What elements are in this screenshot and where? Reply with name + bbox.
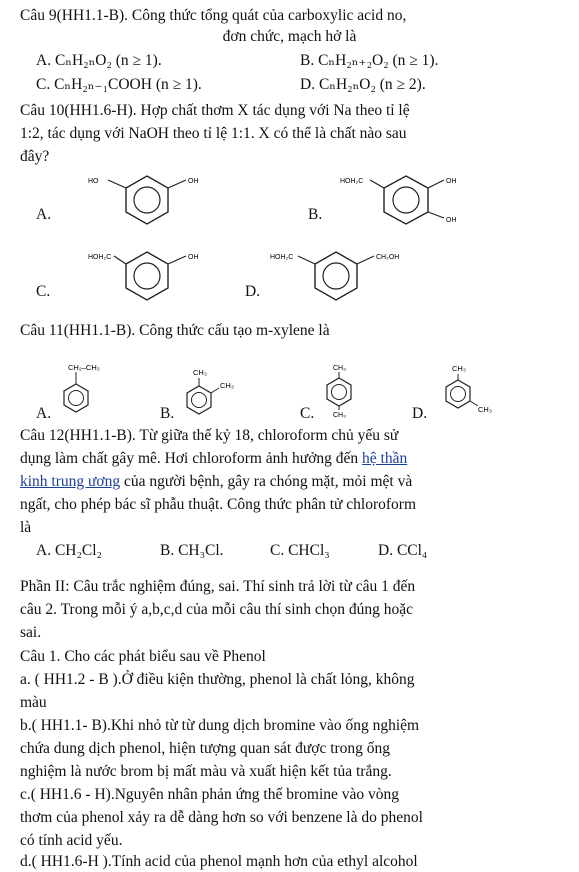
aromatic-circle	[393, 187, 419, 213]
q12-option-c: C. CHCl₃	[270, 542, 330, 559]
q10-b-top-group: OH	[446, 178, 457, 185]
q10-line-3: đây?	[20, 148, 50, 165]
aromatic-circle	[69, 391, 84, 406]
q12-option-b: B. CH₃Cl.	[160, 542, 224, 559]
q11-d-substituent-2: CH₃	[478, 405, 492, 414]
q11-option-d-structure	[428, 362, 528, 422]
q10-d-right-group: CH₂OH	[376, 254, 400, 261]
part2-statement-c-3: có tính acid yếu.	[20, 832, 123, 849]
q11-option-c-structure	[315, 362, 375, 422]
q11-option-a-label: A.	[36, 405, 52, 422]
q9-option-d: D. CₙH₂ₙO₂ (n ≥ 2).	[300, 76, 426, 93]
benzene-ring	[64, 384, 88, 412]
q10-option-d-label: D.	[245, 283, 261, 300]
benzene-ring	[126, 176, 168, 224]
part2-statement-b-1: b.( HH1.1- B).Khi nhỏ từ từ dung dịch bromine vào ống nghiệm	[20, 717, 420, 734]
benzene-ring	[384, 176, 428, 224]
q12-line-2	[20, 449, 407, 469]
part2-statement-a-2: màu	[20, 694, 47, 711]
q10-a-left-group: HO	[88, 178, 99, 185]
q11-b-substituent-1: CH₃	[193, 368, 207, 377]
q12-line-3-text: của người bệnh, gây ra chóng mặt, mỏi mệt và	[120, 473, 413, 490]
benzene-ring	[446, 380, 470, 408]
benzene-ring	[187, 386, 211, 414]
q9-option-c: C. CₙH₂ₙ₋₁COOH (n ≥ 1).	[36, 76, 202, 93]
q12-line-2-text: dụng làm chất gây mê. Hơi chloroform ảnh hưởng đến	[20, 450, 363, 467]
benzene-ring	[126, 252, 168, 300]
q12-line-3	[20, 472, 412, 492]
benzene-ring	[315, 252, 357, 300]
q11-option-b-structure	[175, 362, 255, 422]
q12-line-5: là	[20, 519, 32, 536]
q11-b-substituent-2: CH₃	[220, 381, 234, 390]
part2-question-1: Câu 1. Cho các phát biểu sau về Phenol	[20, 648, 266, 665]
q10-b-left-group: HOH₂C	[340, 178, 364, 185]
aromatic-circle	[323, 263, 349, 289]
part2-line-2: câu 2. Trong mỗi ý a,b,c,d của mỗi câu thí sinh chọn đúng hoặc	[20, 601, 414, 618]
part2-statement-d-1: d.( HH1.6-H ).Tính acid của phenol mạnh hơn của ethyl alcohol	[20, 853, 418, 870]
q12-option-a: A. CH₂Cl₂	[36, 542, 102, 559]
q12-line-4: ngất, cho phép bác sĩ phẫu thuật. Công thức phân tử chloroform	[20, 496, 417, 513]
q9-stem-cont: đơn chức, mạch hở là	[222, 28, 357, 45]
part2-line-3: sai.	[20, 624, 42, 641]
q9-option-b: B. CₙH₂ₙ₊₂O₂ (n ≥ 1).	[300, 52, 439, 69]
q11-option-b-label: B.	[160, 405, 175, 422]
q10-a-right-group: OH	[188, 178, 199, 185]
q10-option-c-structure	[88, 248, 248, 308]
part2-statement-c-2: thơm của phenol xảy ra dễ dàng hơn so với benzene là do phenol	[20, 809, 423, 826]
q10-option-b-label: B.	[308, 206, 323, 223]
q12-link-he-than[interactable]: hệ thần	[362, 450, 408, 467]
q11-stem: Câu 11(HH1.1-B). Công thức cấu tạo m-xylene là	[20, 322, 330, 339]
part2-statement-c-1: c.( HH1.6 - H).Nguyên nhân phản ứng thế bromine vào vòng	[20, 786, 400, 803]
q10-option-d-structure	[270, 248, 470, 308]
q10-c-right-group: OH	[188, 254, 199, 261]
q12-option-d: D. CCl₄	[378, 542, 428, 559]
aromatic-circle	[192, 393, 207, 408]
q12-link-kinh-trung-uong[interactable]: kinh trung ương	[20, 473, 121, 490]
q10-option-b-structure	[330, 172, 510, 232]
q12-line-1: Câu 12(HH1.1-B). Từ giữa thế kỷ 18, chloroform chủ yếu sử	[20, 427, 399, 444]
q10-d-left-group: HOH₂C	[270, 254, 294, 261]
q10-line-1: Câu 10(HH1.6-H). Hợp chất thơm X tác dụng với Na theo tỉ lệ	[20, 102, 410, 119]
benzene-ring	[327, 378, 351, 406]
part2-statement-a-1: a. ( HH1.2 - B ).Ở điều kiện thường, phenol là chất lỏng, không	[20, 671, 415, 688]
part2-statement-b-3: nghiệm là nước brom bị mất màu và xuất hiện kết tủa trắng.	[20, 763, 392, 780]
q10-line-2: 1:2, tác dụng với NaOH theo tỉ lệ 1:1. X có thể là chất nào sau	[20, 125, 407, 142]
q11-option-d-label: D.	[412, 405, 428, 422]
part2-line-1: Phần II: Câu trắc nghiệm đúng, sai. Thí sinh trả lời từ câu 1 đến	[20, 578, 416, 595]
part2-statement-b-2: chứa dung dịch phenol, hiện tượng quan sát được trong ống	[20, 740, 391, 757]
aromatic-circle	[134, 263, 160, 289]
q9-stem: Câu 9(HH1.1-B). Công thức tổng quát của carboxylic acid no,	[20, 7, 407, 24]
q11-d-substituent-1: CH₃	[452, 364, 466, 373]
q11-option-a-structure	[50, 360, 140, 420]
q10-c-left-group: HOH₂C	[88, 254, 112, 261]
aromatic-circle	[134, 187, 160, 213]
q10-option-c-label: C.	[36, 283, 51, 300]
aromatic-circle	[451, 387, 466, 402]
q11-c-substituent-2: CH₃	[333, 412, 346, 419]
q11-a-substituent: CH₂–CH₃	[68, 363, 100, 372]
q10-option-a-label: A.	[36, 206, 52, 223]
q10-option-a-structure	[88, 172, 248, 232]
aromatic-circle	[332, 385, 347, 400]
q11-option-c-label: C.	[300, 405, 315, 422]
q10-b-bottom-group: OH	[446, 217, 457, 224]
q11-c-substituent-1: CH₃	[333, 365, 346, 372]
q9-option-a: A. CₙH₂ₙO₂ (n ≥ 1).	[36, 52, 162, 69]
